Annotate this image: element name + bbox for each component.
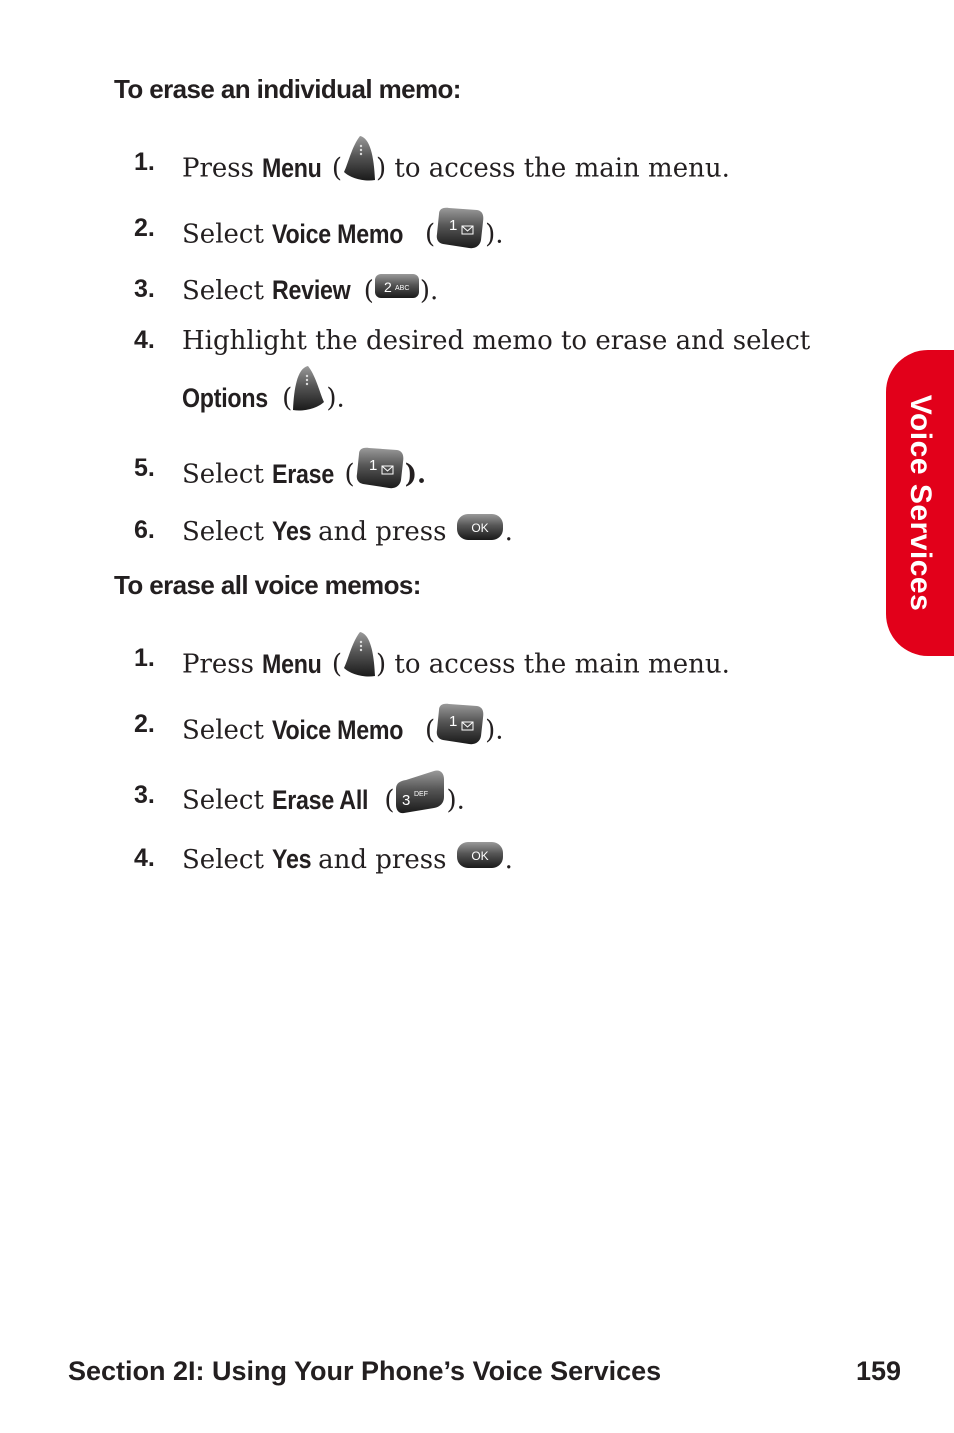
step-text: Select Review ( 2 ABC ). <box>182 275 439 306</box>
step-text: Select Voice Memo ( 1 ). <box>182 710 504 753</box>
options-softkey-icon <box>292 378 326 421</box>
keyword: Voice Memo <box>272 714 404 745</box>
keyword: Erase <box>272 458 335 489</box>
step-number: 6. <box>134 516 155 544</box>
key-1-icon <box>435 214 485 257</box>
step-text: Press Menu ( ) to access the main menu. <box>182 148 730 191</box>
step-5 <box>0 444 860 494</box>
keyword: Yes <box>272 844 312 874</box>
svg-text:ABC: ABC <box>394 284 410 292</box>
keyword: Menu <box>262 152 322 183</box>
step-text: Select Erase All ( 3 DEF ). <box>182 781 465 822</box>
section-side-tab <box>886 350 954 656</box>
svg-text:1: 1 <box>368 457 378 474</box>
section-heading-individual: To erase an individual memo: <box>114 74 461 104</box>
step-1 <box>0 634 860 684</box>
side-tab-label: Voice Services <box>904 394 937 612</box>
ok-key-icon <box>455 846 505 877</box>
step-4 <box>0 320 860 430</box>
step-number: 1. <box>134 148 155 176</box>
step-2 <box>0 700 860 750</box>
keyword: Yes <box>272 516 312 546</box>
step-text: Select Voice Memo ( 1 ). <box>182 214 504 257</box>
keyword: Voice Memo <box>272 218 404 249</box>
keyword: Review <box>272 275 351 305</box>
svg-text:2: 2 <box>383 278 392 295</box>
step-number: 4. <box>134 844 155 872</box>
svg-text:3: 3 <box>402 792 411 809</box>
step-3 <box>0 771 860 821</box>
section-heading-all: To erase all voice memos: <box>114 570 421 600</box>
key-1-icon <box>355 454 405 497</box>
step-number: 2. <box>134 214 155 242</box>
step-number: 5. <box>134 454 155 482</box>
step-number: 3. <box>134 275 155 303</box>
keyword: Menu <box>262 648 322 679</box>
step-text: Select Yes and press OK . <box>182 516 513 549</box>
menu-softkey-icon <box>342 644 376 687</box>
svg-text:1: 1 <box>449 713 458 730</box>
ok-key-icon <box>455 518 505 549</box>
svg-text:OK: OK <box>471 520 489 535</box>
step-text: Select Yes and press OK . <box>182 844 513 877</box>
step-text: Press Menu ( ) to access the main menu. <box>182 644 730 687</box>
step-text-line2: Options ( ). <box>182 378 345 421</box>
step-text-line1: Highlight the desired memo to erase and select <box>182 326 811 356</box>
footer-section-title: Section 2I: Using Your Phone’s Voice Services <box>68 1356 662 1386</box>
menu-softkey-icon <box>342 148 376 191</box>
step-6 <box>0 506 860 556</box>
step-number: 2. <box>134 710 155 738</box>
keyword: Erase All <box>272 784 369 815</box>
svg-text:OK: OK <box>471 848 489 863</box>
key-1-icon <box>435 710 485 753</box>
page-number: 159 <box>856 1356 902 1386</box>
step-number: 4. <box>134 326 155 354</box>
key-2-abc-icon <box>374 277 420 308</box>
svg-text:1: 1 <box>449 217 458 234</box>
step-4 <box>0 834 860 884</box>
step-1 <box>0 138 860 188</box>
step-number: 3. <box>134 781 155 809</box>
keyword: Options <box>182 382 268 413</box>
step-3 <box>0 265 860 315</box>
svg-text:DEF: DEF <box>414 791 429 798</box>
step-2 <box>0 204 860 254</box>
step-text: Select Erase ( 1 ). <box>182 454 426 497</box>
step-number: 1. <box>134 644 155 672</box>
key-3-def-icon <box>394 781 446 822</box>
